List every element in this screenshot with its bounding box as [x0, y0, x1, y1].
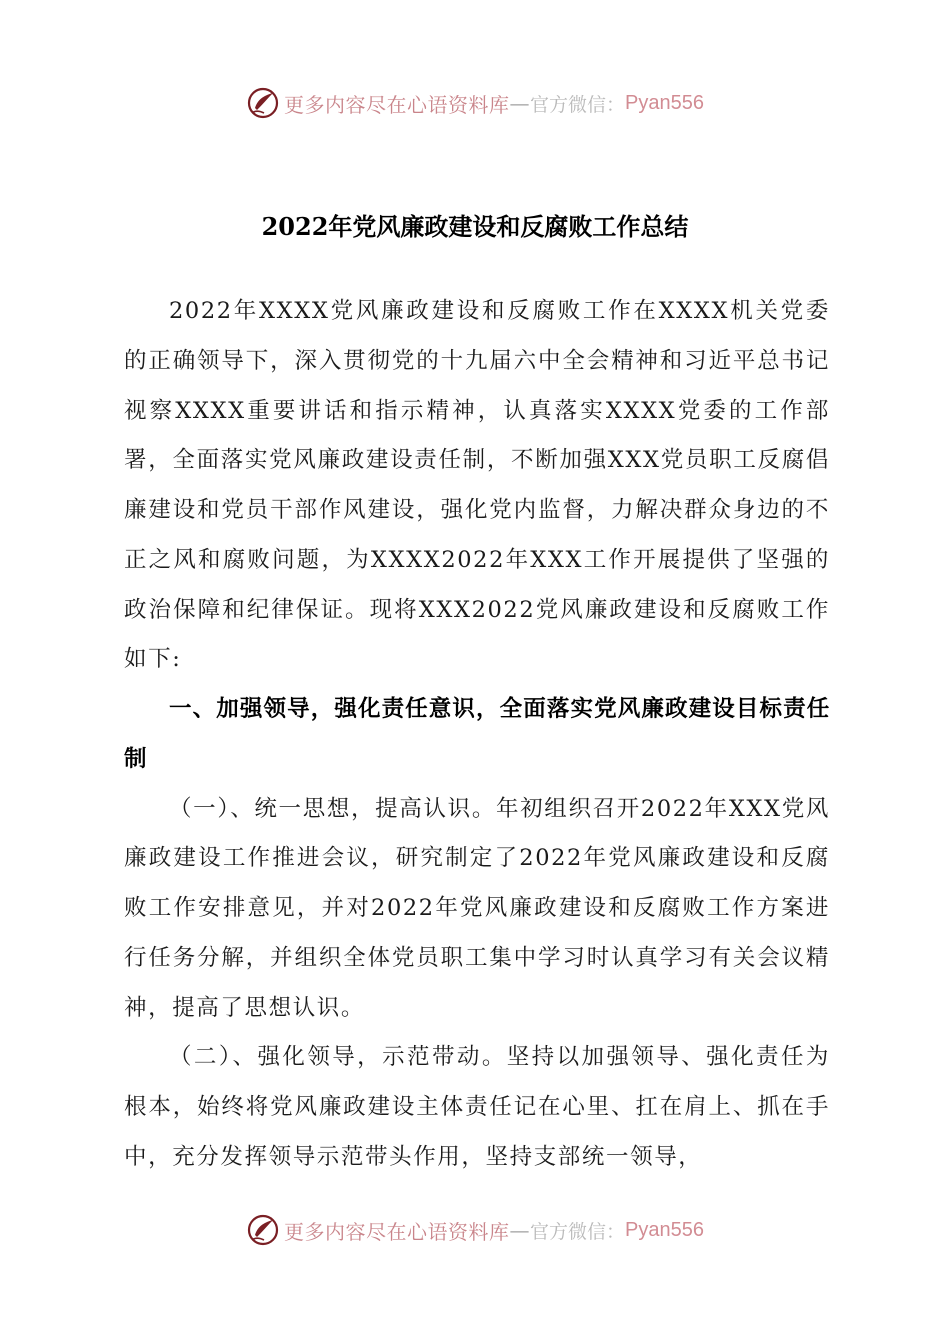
banner-contact-label: 官方微信：: [530, 93, 626, 116]
footer-watermark-banner: [0, 1210, 950, 1250]
pen-logo-icon: [246, 1213, 280, 1247]
banner-contact-id: Pyan556: [625, 91, 704, 114]
section-heading-1: 一、加强领导，强化责任意识，全面落实党风廉政建设目标责任制: [124, 696, 830, 772]
subsection-paragraph-1: （一）、统一思想，提高认识。年初组织召开2022年XXX党风廉政建设工作推进会议，研究制定了2022年党风廉政建设和反腐败工作安排意见，并对2022年党风廉政建设和反腐败工作方案进行任务分解，并组织全体党员职工集中学习时认真学习有关会议精神，提高了思想认识。: [124, 795, 830, 1021]
banner-separator: —: [509, 91, 530, 115]
banner-contact-id: Pyan556: [625, 1218, 704, 1241]
document-body: [124, 287, 830, 1183]
intro-paragraph: 2022年XXXX党风廉政建设和反腐败工作在XXXX机关党委的正确领导下，深入贯彻党的十九届六中全会精神和习近平总书记视察XXXX重要讲话和指示精神，认真落实XXXX党委的工作部署，全面落实党风廉政建设责任制，不断加强XXX党员职工反腐倡廉建设和党员干部作风建设，强化党内监督，力解决群众身边的不正之风和腐败问题，为XXXX2022年XXX工作开展提供了坚强的政治保障和纪律保证。现将XXX2022党风廉政建设和反腐败工作如下:: [124, 298, 830, 673]
banner-text: 更多内容尽在心语资料库: [284, 92, 510, 117]
subsection-paragraph-2: （二）、强化领导，示范带动。坚持以加强领导、强化责任为根本，始终将党风廉政建设主体责任记在心里、扛在肩上、抓在手中，充分发挥领导示范带头作用，坚持支部统一领导，: [124, 1044, 830, 1170]
document-title: 2022年党风廉政建设和反腐败工作总结: [261, 212, 689, 241]
banner-separator: —: [509, 1218, 530, 1242]
banner-contact-label: 官方微信：: [530, 1220, 626, 1243]
banner-text: 更多内容尽在心语资料库: [284, 1219, 510, 1244]
header-watermark-banner: [0, 83, 950, 123]
pen-logo-icon: [246, 86, 280, 120]
